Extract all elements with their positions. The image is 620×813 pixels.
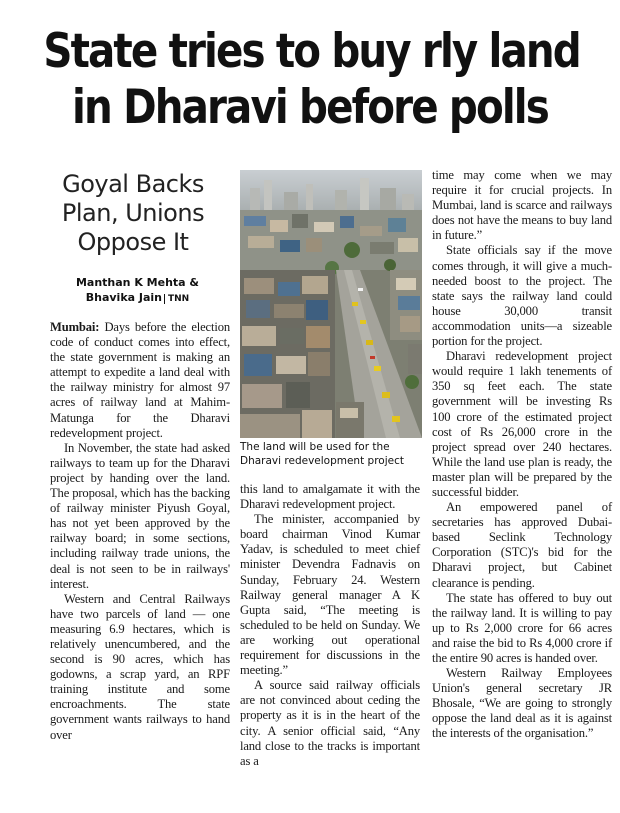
- dateline: Mumbai:: [50, 320, 100, 334]
- headline: [43, 24, 580, 136]
- paragraph: An empowered panel of secretaries has approved Dubai-based Seclink Technology Corporation (STC)'s bid for the Dharavi project, but Cabinet clearance is pending.: [432, 500, 612, 590]
- paragraph: time may come when we may require it for crucial projects. In Mumbai, land is scarce and railways does not have the means to buy land in future.”: [432, 168, 612, 243]
- subheadline: [38, 170, 228, 257]
- byline-authors-2: Bhavika Jain: [85, 291, 163, 304]
- paragraph: Dharavi redevelopment project would require 1 lakh tenements of 350 sq feet each. The state government will be investing Rs 100 crore of the estimated project cost of Rs 26,000 crore in the project spread over 240 hectares. While the land use plan is ready, the master plan will be prepared by the successful bidder.: [432, 349, 612, 499]
- paragraph: State officials say if the move comes through, it will give a much-needed boost to the project. The state says the railway land could house 30,000 transit accommodation units—a sizeable portion for the project.: [432, 243, 612, 349]
- article-column-1: [50, 320, 230, 743]
- paragraph: The state has offered to buy out the railway land. It is willing to pay up to Rs 2,000 crore for 66 acres and raise the bid to Rs 4,000 crore if the entire 90 acres is handed over.: [432, 590, 612, 665]
- paragraph-text: Days before the election code of conduct comes into effect, the state government is making an attempt to expedite a land deal with the railway ministry for almost 97 acres of railway land at Mahim-Matunga for the Dharavi redevelopment project.: [50, 320, 230, 440]
- subheadline-line-2: Plan, Unions: [61, 199, 205, 227]
- paragraph: Western and Central Railways have two parcels of land — one measuring 6.9 hectares, which is relatively unencumbered, and the second is 90 acres, which has godowns, a scrap yard, an RPF training institute and some encroachments. The state government wants railways to hand over: [50, 591, 230, 742]
- paragraph: Western Railway Employees Union's general secretary JR Bhosale, “We are going to strongly oppose the land deal as it is against the interests of the organisation.”: [432, 666, 612, 741]
- photo-caption: The land will be used for the Dharavi redevelopment project: [240, 441, 404, 467]
- paragraph: In November, the state had asked railways to team up for the Dharavi project by handing over the land. The proposal, which has the backing of railway minister Piyush Goyal, has not yet been approved by the railway board; in some sections, including railway trade unions, the deal is not seen to be in railways' interest.: [50, 440, 230, 591]
- paragraph: A source said railway officials are not convinced about ceding the property as it is in the heart of the city. A senior official said, “Any land close to the tracks is important as a: [240, 678, 420, 768]
- subheadline-line-1: Goyal Backs: [62, 170, 204, 198]
- byline: [50, 275, 225, 307]
- headline-line-1: State tries to buy rly land: [43, 24, 580, 79]
- subheadline-line-3: Oppose It: [77, 228, 189, 256]
- byline-agency: TNN: [164, 294, 189, 304]
- byline-authors-1: Manthan K Mehta &: [75, 276, 200, 289]
- paragraph: The minister, accompanied by board chairman Vinod Kumar Yadav, is scheduled to meet chief minister Devendra Fadnavis on Sunday, February 24. Western Railway general manager A K Gupta said, “The meeting is scheduled to be held on Sunday. We are working out operational requirement for discussions in the meeting.”: [240, 512, 420, 678]
- headline-line-2: in Dharavi before polls: [72, 80, 548, 135]
- paragraph: [50, 320, 230, 441]
- aerial-photo: [240, 170, 422, 438]
- article-column-3: [432, 168, 612, 742]
- paragraph: this land to amalgamate it with the Dharavi redevelopment project.: [240, 482, 420, 512]
- article-column-2: [240, 482, 420, 769]
